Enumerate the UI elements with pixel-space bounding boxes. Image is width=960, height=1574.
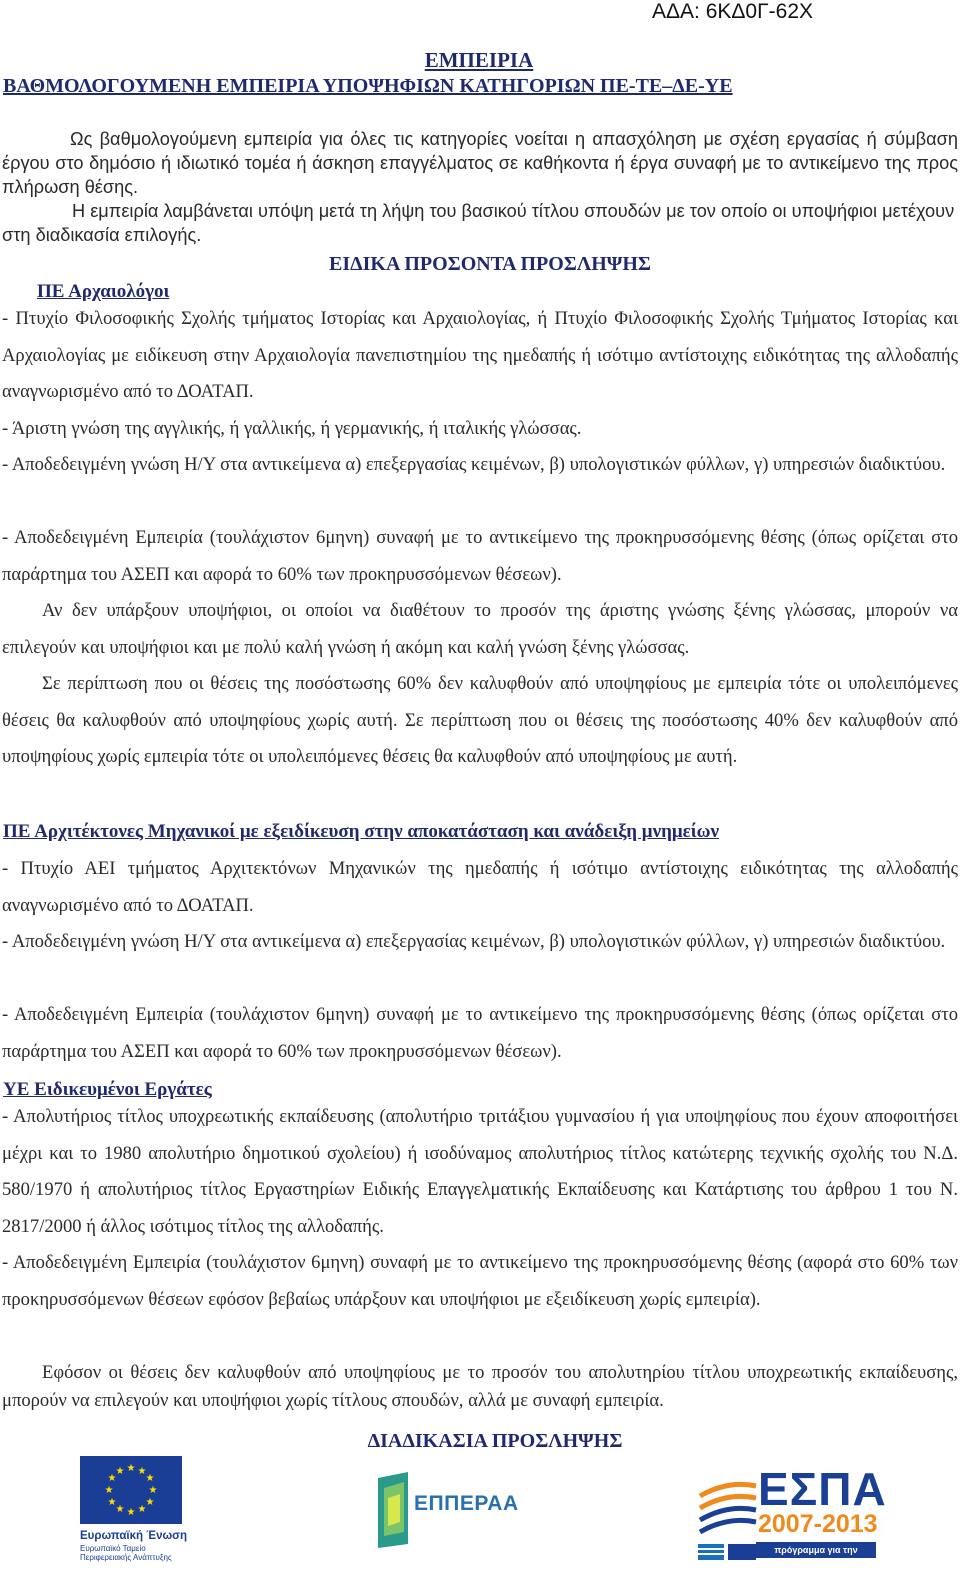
heading-experience: ΕΜΠΕΙΡΙΑ xyxy=(424,48,534,72)
svg-text:★: ★ xyxy=(126,1507,136,1518)
architects-item-degree: - Πτυχίο ΑΕΙ τμήματος Αρχιτεκτόνων Μηχανικών της ημεδαπής ή ισότιμο αντίστοιχης ειδικότητας της αλλοδαπής αναγνωρισμένο από το ΔΟΑΤΑΠ. xyxy=(2,858,958,916)
svg-text:★: ★ xyxy=(115,1466,125,1477)
workers-item-experience: - Αποδεδειγμένη Εμπειρία (τουλάχιστον 6μηνη) συναφή με το αντικείμενο της προκηρυσσόμενης θέσης (αφορά στο 60% των προκηρυσσόμενων θέσεων εφόσον βεβαίως υπάρξουν και υποψήφιοι με εξειδίκευση χωρίς εμπειρία). xyxy=(2,1252,958,1310)
section-title-archaeologists: ΠΕ Αρχαιολόγοι xyxy=(37,281,170,302)
intro-paragraph-2: Η εμπειρία λαμβάνεται υπόψη μετά τη λήψη του βασικού τίτλου σπουδών με τον οποίο οι υποψήφιοι μετέχουν στη διαδικασία επιλογής. xyxy=(2,201,955,245)
svg-text:★: ★ xyxy=(137,1466,147,1477)
espa-logo-years: 2007-2013 xyxy=(758,1510,878,1538)
eu-flag-icon xyxy=(80,1456,182,1524)
workers-note: Εφόσον οι θέσεις δεν καλυφθούν από υποψηφίους με το προσόν του απολυτηρίου τίτλου υποχρεωτικής εκπαίδευσης, μπορούν να επιλεγούν και υποψήφιοι χωρίς τίτλους σπουδών, αλλά με συναφή εμπειρία. xyxy=(2,1362,958,1411)
svg-text:★: ★ xyxy=(115,1504,125,1515)
espa-logo-text: ΕΣΠΑ xyxy=(758,1463,887,1515)
eu-logo xyxy=(80,1456,190,1562)
svg-text:★: ★ xyxy=(137,1504,147,1515)
epperaa-mark-icon xyxy=(374,1470,414,1550)
architects-item-computer: - Αποδεδειγμένη γνώση Η/Υ στα αντικείμενα α) επεξεργασίας κειμένων, β) υπολογιστικών φύλλων, γ) υπηρεσιών διαδικτύου. xyxy=(2,931,946,952)
svg-text:★: ★ xyxy=(145,1497,155,1508)
eu-logo-subcaption: Ευρωπαϊκό Ταμείο Περιφερειακής Ανάπτυξης xyxy=(80,1544,172,1562)
archaeologists-item-degree: - Πτυχίο Φιλοσοφικής Σχολής τμήματος Ιστορίας και Αρχαιολογίας, ή Πτυχίο Φιλοσοφικής Σχολής Τμήματος Ιστορίας και Αρχαιολογίας με ειδίκευση στην Αρχαιολογία πανεπιστημίου της ημεδαπής ή ισότιμο αντίστοιχης ειδικότητας της αλλοδαπής αναγνωρισμένο από το ΔΟΑΤΑΠ. xyxy=(2,308,958,402)
espa-logo-slogan: πρόγραμμα για την ανάπτυξη xyxy=(756,1542,876,1558)
workers-item-education: - Απολυτήριος τίτλος υποχρεωτικής εκπαίδευσης (απολυτήριο τριτάξιου γυμνασίου ή για υποψηφίους που έχουν αποφοιτήσει μέχρι και το 1980 απολυτήριο δημοτικού σχολείου) ή ισοδύναμος απολυτήριος τίτλος κατώτερης τεχνικής σχολής του Ν.Δ. 580/1970 ή απολυτήριος τίτλος Εργαστηρίων Ειδικής Επαγγελματικής Εκπαίδευσης και Κατάρτισης του άρθρου 1 του Ν. 2817/2000 ή άλλος ισότιμος τίτλος της αλλοδαπής. xyxy=(2,1106,958,1237)
svg-text:★: ★ xyxy=(107,1497,117,1508)
svg-text:★: ★ xyxy=(107,1473,117,1484)
svg-text:★: ★ xyxy=(145,1473,155,1484)
document-ada-code: ΑΔΑ: 6ΚΔ0Γ-62Χ xyxy=(652,0,814,23)
archaeologists-note-language: Αν δεν υπάρξουν υποψήφιοι, οι οποίοι να διαθέτουν το προσόν της άριστης γνώσης ξένης γλώσσας, μπορούν να επιλεγούν και υποψήφιοι και με πολύ καλή γνώση ή ακόμη και καλή γνώση ξένης γλώσσας. xyxy=(2,600,958,658)
intro-paragraph-1: Ως βαθμολογούμενη εμπειρία για όλες τις κατηγορίες νοείται η απασχόληση με σχέση εργασίας ή σύμβαση έργου στο δημόσιο ή ιδιωτικό τομέα ή άσκηση επαγγέλματος σε καθήκοντα ή έργα συναφή με το αντικείμενο της προς πλήρωση θέσης. xyxy=(2,129,958,197)
espa-wave-icon xyxy=(698,1466,758,1562)
archaeologists-item-experience: - Αποδεδειγμένη Εμπειρία (τουλάχιστον 6μηνη) συναφή με το αντικείμενο της προκηρυσσόμενης θέσης (όπως ορίζεται στο παράρτημα του ΑΣΕΠ και αφορά το 60% των προκηρυσσόμενων θέσεων). xyxy=(2,527,958,585)
architects-item-experience: - Αποδεδειγμένη Εμπειρία (τουλάχιστον 6μηνη) συναφή με το αντικείμενο της προκηρυσσόμενης θέσης (όπως ορίζεται στο παράρτημα του ΑΣΕΠ και αφορά το 60% των προκηρυσσόμενων θέσεων). xyxy=(2,1004,958,1062)
epperaa-logo xyxy=(374,1470,519,1550)
section-title-workers: ΥΕ Ειδικευμένοι Εργάτες xyxy=(3,1079,212,1100)
svg-text:★: ★ xyxy=(126,1463,136,1474)
archaeologists-note-quota: Σε περίπτωση που οι θέσεις της ποσόστωσης 60% δεν καλυφθούν από υποψηφίους με εμπειρία τότε οι υπολειπόμενες θέσεις θα καλυφθούν από υποψηφίους χωρίς αυτή. Σε περίπτωση που οι θέσεις της ποσόστωσης 40% δεν καλυφθούν από υποψηφίους χωρίς εμπειρία τότε οι υπολειπόμενες θέσεις θα καλυφθούν από υποψηφίους με αυτή. xyxy=(2,673,958,767)
heading-special-qualifications: ΕΙΔΙΚΑ ΠΡΟΣΟΝΤΑ ΠΡΟΣΛΗΨΗΣ xyxy=(328,253,651,275)
svg-text:★: ★ xyxy=(104,1485,114,1496)
section-title-architects: ΠΕ Αρχιτέκτονες Μηχανικοί με εξειδίκευση στην αποκατάσταση και ανάδειξη μνημείων xyxy=(3,821,720,842)
heading-hiring-procedure: ΔΙΑΔΙΚΑΣΙΑ ΠΡΟΣΛΗΨΗΣ xyxy=(367,1430,623,1452)
eu-logo-caption: Ευρωπαϊκή Ένωση xyxy=(80,1530,188,1542)
archaeologists-item-computer: - Αποδεδειγμένη γνώση Η/Υ στα αντικείμενα α) επεξεργασίας κειμένων, β) υπολογιστικών φύλλων, γ) υπηρεσιών διαδικτύου. xyxy=(2,454,946,475)
svg-text:★: ★ xyxy=(148,1485,158,1496)
espa-logo xyxy=(698,1463,887,1571)
archaeologists-item-language: - Άριστη γνώση της αγγλικής, ή γαλλικής, ή γερμανικής, ή ιταλικής γλώσσας. xyxy=(2,418,582,439)
epperaa-logo-text: ΕΠΠΕΡΑΑ xyxy=(414,1492,519,1515)
heading-scored-experience: ΒΑΘΜΟΛΟΓΟΥΜΕΝΗ ΕΜΠΕΙΡΙΑ ΥΠΟΨΗΦΙΩΝ ΚΑΤΗΓΟΡΙΩΝ ΠΕ-ΤΕ–ΔΕ-ΥΕ xyxy=(3,75,733,97)
